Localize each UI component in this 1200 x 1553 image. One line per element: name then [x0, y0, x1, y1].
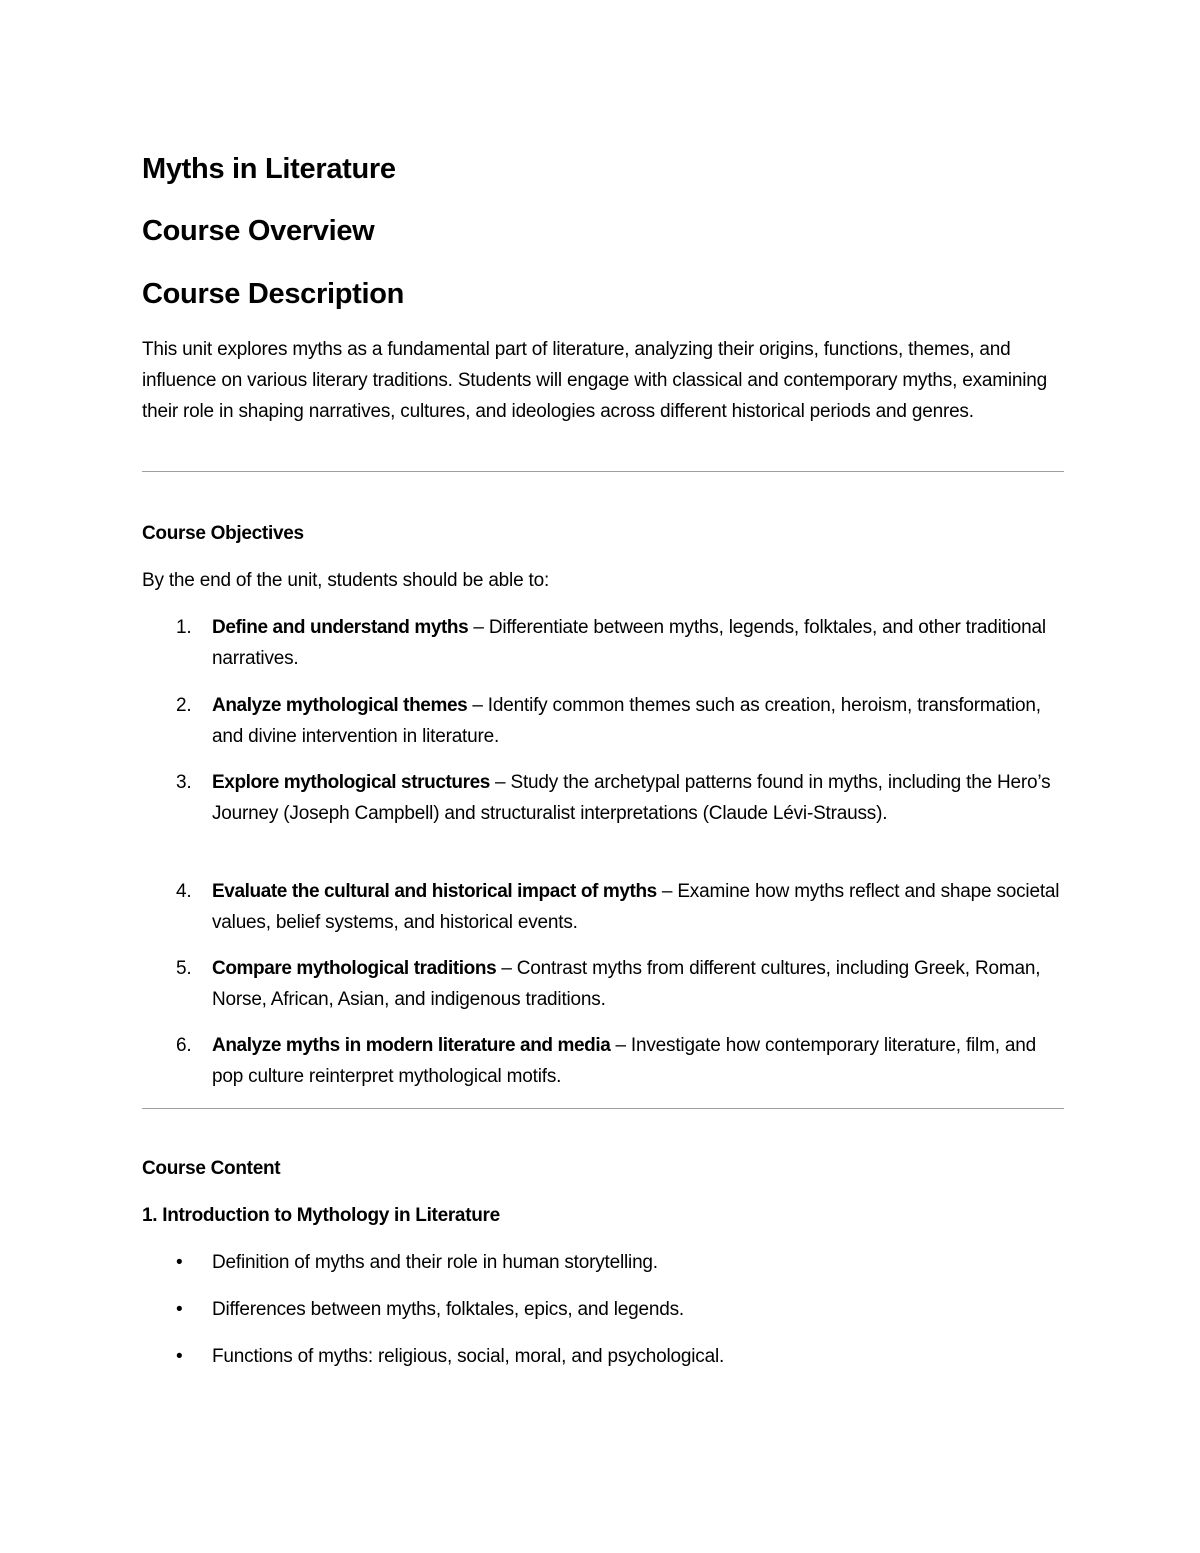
objective-number: 4.	[176, 881, 192, 902]
objective-number: 3.	[176, 772, 192, 793]
objective-text-block	[212, 1030, 1064, 1092]
objective-title: Analyze mythological themes	[212, 695, 468, 716]
objective-title: Compare mythological traditions	[212, 958, 497, 979]
objective-description: – Examine how myths reflect and shape societal values, belief systems, and historical events.	[212, 881, 1060, 933]
course-description-text: This unit explores myths as a fundamental part of literature, analyzing their origins, functions, themes, and influence on various literary traditions. Students will engage with classical and contemporary myths, examining their role in shaping narratives, cultures, and ideologies across different historical periods and genres.	[142, 339, 1048, 422]
bullet-icon: •	[176, 1252, 183, 1273]
objective-number: 2.	[176, 695, 192, 716]
objective-number: 5.	[176, 958, 192, 979]
objective-text-block	[212, 767, 1064, 829]
bullet-icon: •	[176, 1346, 183, 1367]
objective-text-block	[212, 953, 1064, 1015]
objective-number: 1.	[176, 617, 192, 638]
objective-title: Evaluate the cultural and historical impact of myths	[212, 881, 657, 902]
objective-description: – Contrast myths from different cultures, including Greek, Roman, Norse, African, Asian, and indigenous traditions.	[212, 958, 1041, 1010]
course-objectives-heading: Course Objectives	[142, 523, 304, 544]
bullet-text: Definition of myths and their role in human storytelling.	[212, 1252, 658, 1273]
objective-number: 6.	[176, 1035, 192, 1056]
course-content-heading: Course Content	[142, 1158, 281, 1179]
course-description-heading: Course Description	[142, 278, 405, 310]
objective-title: Analyze myths in modern literature and media	[212, 1035, 611, 1056]
section-divider	[142, 471, 1064, 472]
section-divider	[142, 1108, 1064, 1109]
bullet-text: Differences between myths, folktales, epics, and legends.	[212, 1299, 684, 1320]
objective-title: Define and understand myths	[212, 617, 469, 638]
content-section-heading: 1. Introduction to Mythology in Literature	[142, 1205, 500, 1226]
objective-text-block	[212, 612, 1064, 674]
objective-description: – Investigate how contemporary literature, film, and pop culture reinterpret mythological motifs.	[212, 1035, 1036, 1087]
bullet-icon: •	[176, 1299, 183, 1320]
objective-description: – Differentiate between myths, legends, folktales, and other traditional narratives.	[212, 617, 1046, 669]
objective-text-block	[212, 690, 1064, 752]
document-title: Myths in Literature	[142, 153, 396, 185]
objective-title: Explore mythological structures	[212, 772, 490, 793]
objective-description: – Identify common themes such as creation, heroism, transformation, and divine intervention in literature.	[212, 695, 1041, 747]
bullet-text: Functions of myths: religious, social, moral, and psychological.	[212, 1346, 725, 1367]
course-overview-heading: Course Overview	[142, 215, 375, 247]
objective-text-block	[212, 876, 1064, 938]
objective-description: – Study the archetypal patterns found in myths, including the Hero’s Journey (Joseph Campbell) and structuralist interpretations (Claude Lévi-Strauss).	[212, 772, 1051, 824]
objectives-intro: By the end of the unit, students should be able to:	[142, 570, 550, 591]
